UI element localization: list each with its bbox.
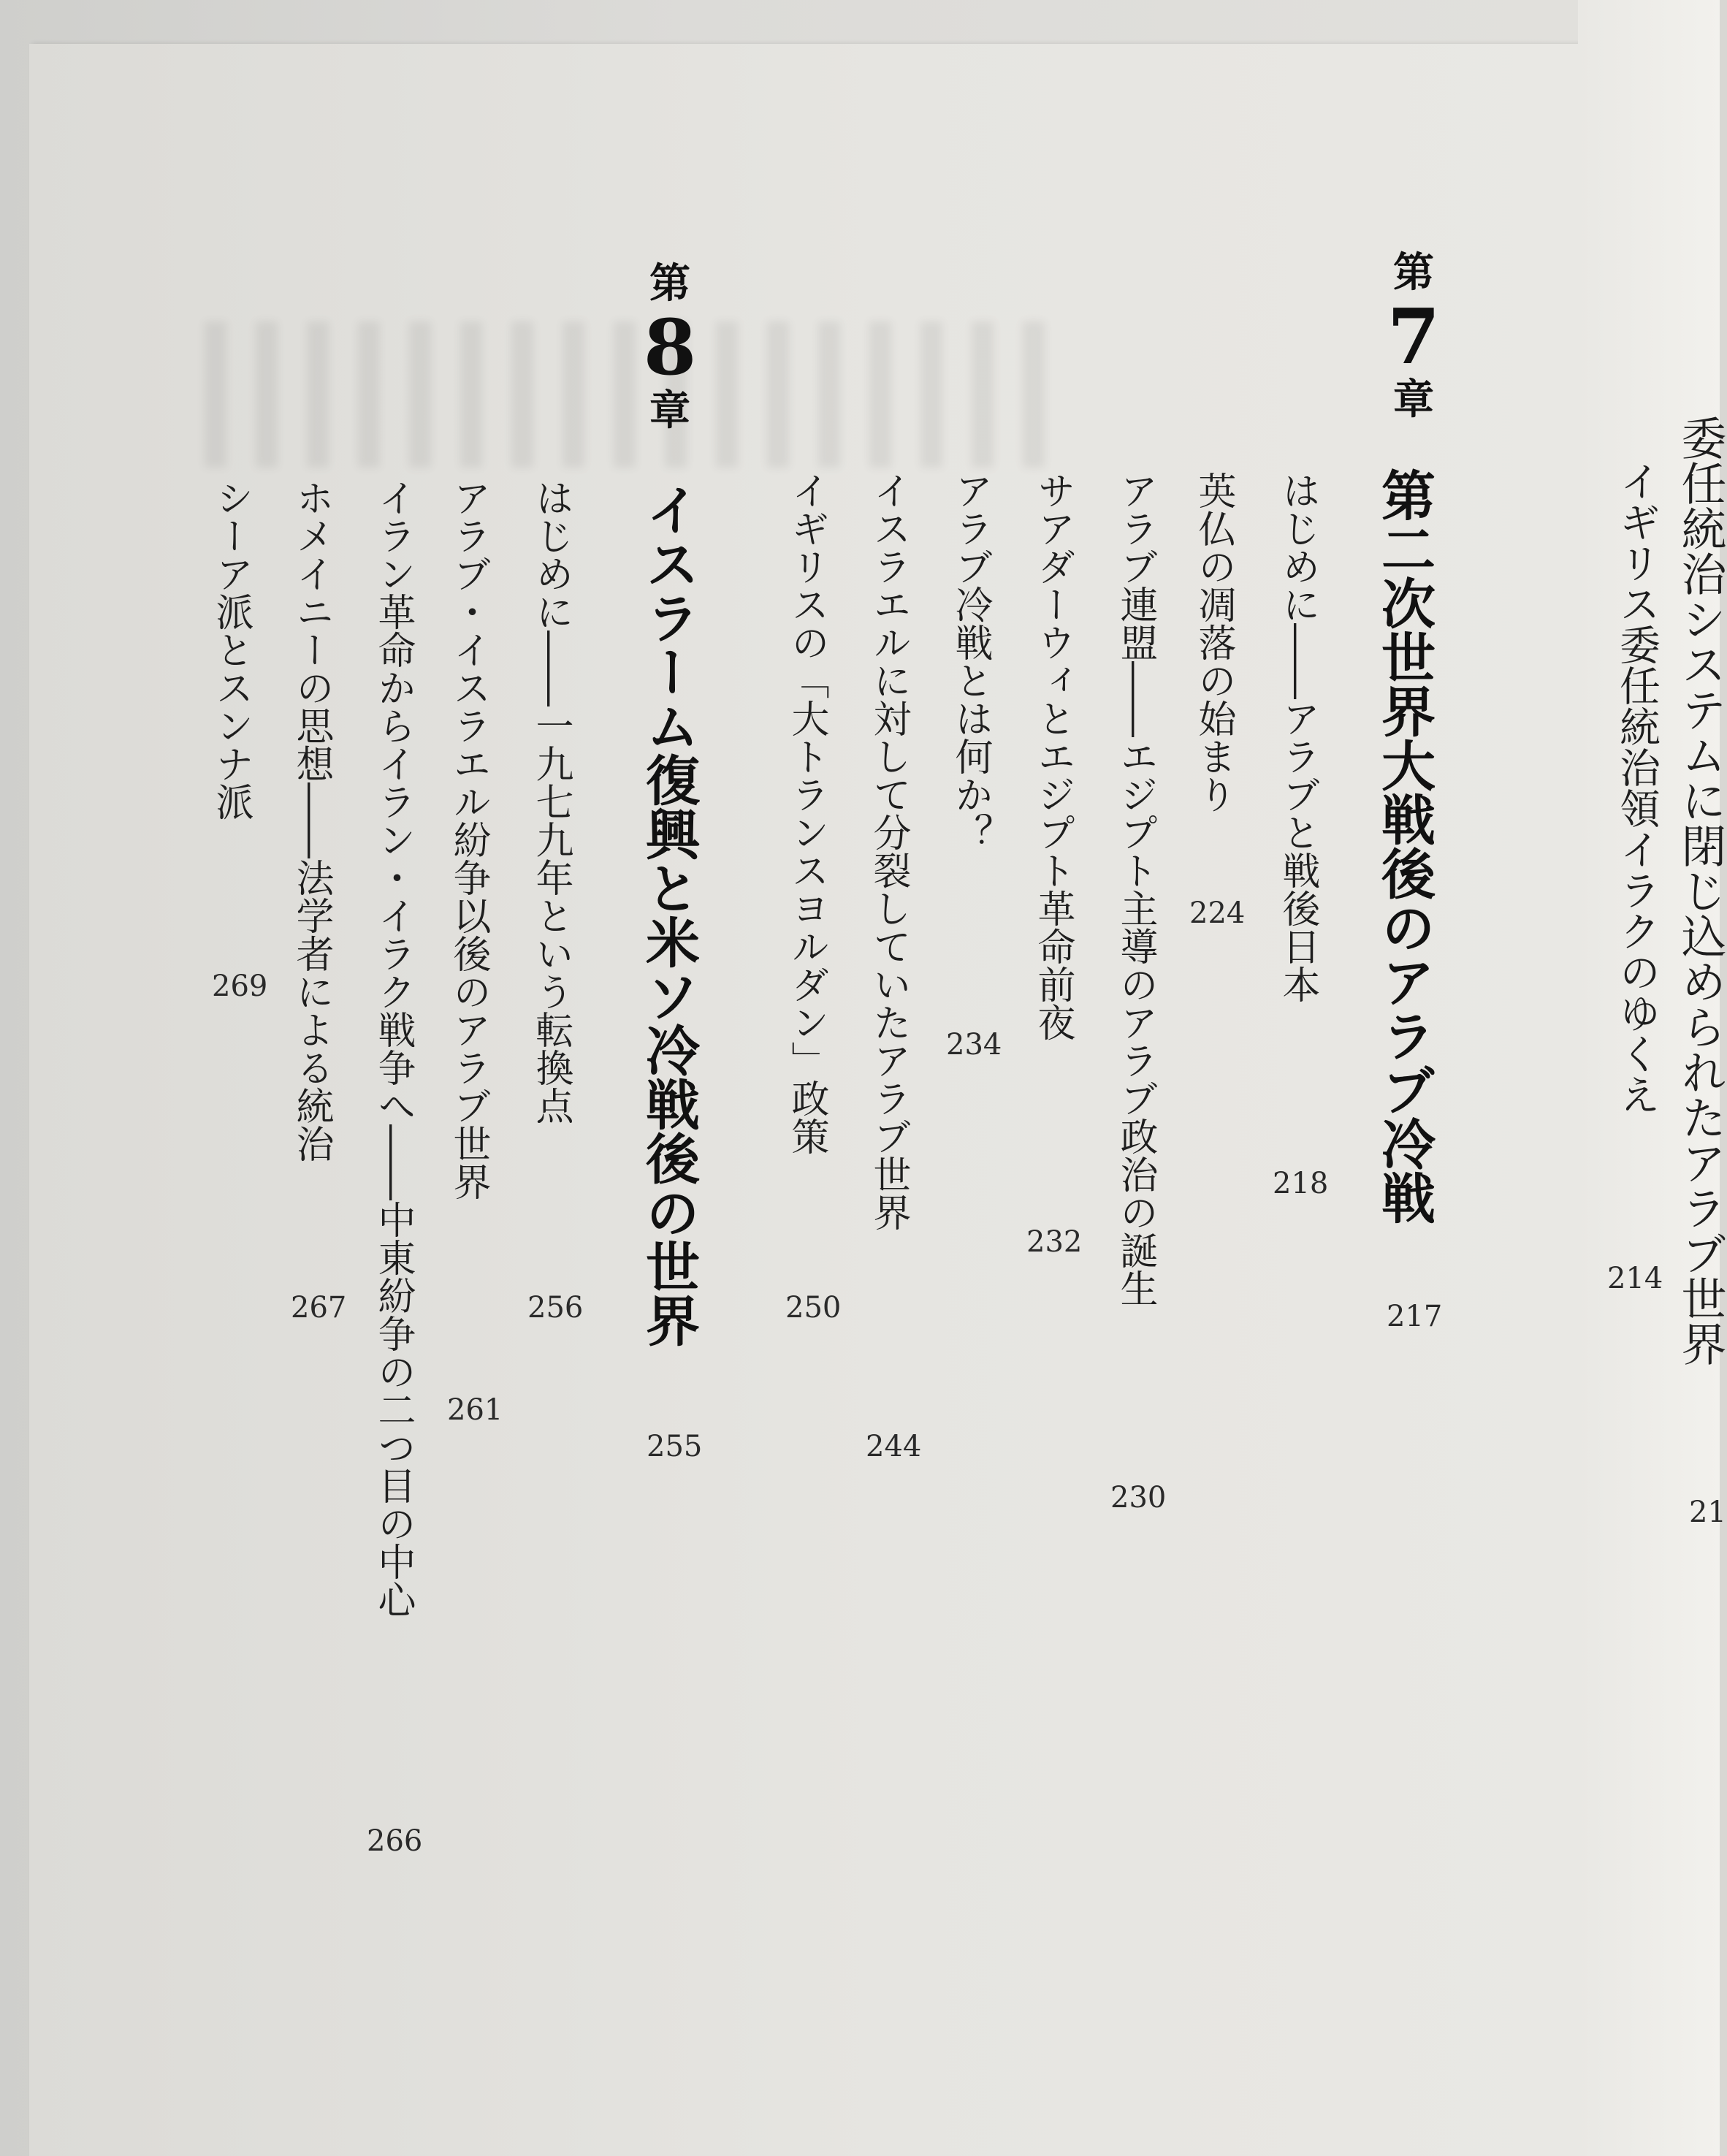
- ch7-item-3-title: アラブ連盟――エジプト主導のアラブ政治の誕生: [1113, 471, 1157, 1307]
- prev-line-1-title: 委任統治システムに閉じ込められたアラブ世界: [1674, 415, 1727, 1366]
- ch7-item-2-title: 英仏の凋落の始まり: [1192, 471, 1235, 813]
- ch7-item-5-page: 234: [946, 1028, 1002, 1062]
- ch8-item-5-page: 269: [212, 970, 268, 1003]
- ch7-item-4-title: サアダーウィとエジプト革命前夜: [1031, 471, 1075, 1041]
- prev-line-1-page: 21: [1689, 1496, 1726, 1529]
- chapter7-prefix: 第: [1393, 248, 1434, 297]
- chapter7-title: 第二次世界大戦後のアラブ冷戦: [1373, 468, 1436, 1224]
- ch8-item-4-page: 267: [291, 1291, 347, 1325]
- prev-line-2-page: 214: [1607, 1262, 1663, 1295]
- chapter8-prefix: 第: [649, 259, 690, 308]
- chapter8-title: イスラーム復興と米ソ冷戦後の世界: [637, 482, 700, 1347]
- ch8-item-4-title: ホメイニーの思想――法学者による統治: [289, 479, 333, 1162]
- ch8-item-3-page: 266: [367, 1824, 423, 1858]
- ch8-item-5-title: シーア派とスンナ派: [209, 479, 253, 820]
- ch7-item-1-title: はじめに――アラブと戦後日本: [1276, 471, 1319, 1003]
- bleed-through-text: [205, 321, 1052, 468]
- ch7-item-2-page: 224: [1189, 896, 1246, 930]
- ch8-item-1-title: はじめに――一九七九年という転換点: [529, 479, 573, 1124]
- chapter7-suffix: 章: [1393, 376, 1434, 424]
- ch7-item-7-page: 250: [785, 1291, 842, 1325]
- chapter8-label: [630, 259, 710, 435]
- chapter8-page: 255: [647, 1430, 703, 1463]
- ch8-item-2-title: アラブ・イスラエル紛争以後のアラブ世界: [446, 479, 490, 1200]
- ch7-item-4-page: 232: [1026, 1225, 1083, 1259]
- ch7-item-5-title: アラブ冷戦とは何か？: [948, 471, 992, 851]
- prev-line-2-title: イギリス委任統治領イラクのゆくえ: [1613, 460, 1661, 1115]
- chapter7-label: [1373, 248, 1454, 424]
- ch7-item-7-title: イギリスの「大トランスヨルダン」政策: [785, 471, 828, 1155]
- chapter8-suffix: 章: [649, 386, 690, 435]
- ch7-item-3-page: 230: [1110, 1481, 1167, 1515]
- chapter7-number: 7: [1387, 292, 1441, 381]
- ch8-item-1-page: 256: [527, 1291, 584, 1325]
- ch7-item-6-title: イスラエルに対して分裂していたアラブ世界: [866, 471, 910, 1231]
- chapter7-page: 217: [1387, 1300, 1443, 1333]
- ch8-item-2-page: 261: [447, 1393, 503, 1427]
- chapter8-number: 8: [643, 302, 697, 392]
- ch8-item-3-title: イラン革命からイラン・イラク戦争へ――中東紛争の二つ目の中心: [371, 479, 415, 1618]
- ch7-item-1-page: 218: [1273, 1167, 1329, 1200]
- ch7-item-6-page: 244: [866, 1430, 922, 1463]
